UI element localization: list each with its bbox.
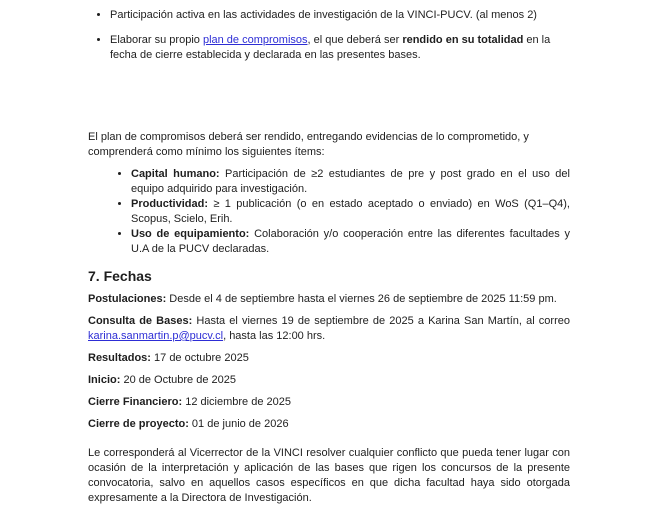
bold-text: Consulta de Bases: [88,315,193,327]
bold-text: Postulaciones: [88,293,167,305]
text-run: ≥ 1 publicación (o en estado aceptado o enviado) en WoS (Q1–Q4), Scopus, Scielo, Erih. [131,198,570,225]
item-bullet [131,227,570,257]
text-run: , el que deberá ser [307,34,403,46]
doc-link[interactable]: plan de compromisos [202,34,308,46]
bold-text: Productividad: [131,198,209,210]
text-run: Desde el 4 de septiembre hasta el viernes 26 de septiembre de 2025 11:59 pm. [166,293,557,305]
text-run: Participación activa en las actividades de investigación de la VINCI-PUCV. (al menos 2) [110,9,537,21]
fecha-entry [88,395,570,410]
bold-text: rendido en su totalidad [402,34,524,46]
items-bullet-list [88,167,570,257]
text-run: El plan de compromisos deberá ser rendido, entregando evidencias de lo comprometido, y comprenderá como mínimo los siguientes ítems: [88,131,529,158]
fecha-entry [88,314,570,344]
bold-text: Inicio: [88,374,121,386]
bold-text: Capital humano: [131,168,220,180]
text-run: Colaboración y/o cooperación entre las diferentes facultades y U.A de la PUCV declaradas. [131,228,570,255]
bold-text: Cierre de proyecto: [88,418,189,430]
text-run: Elaborar su propio [110,34,203,46]
item-bullet [131,167,570,197]
intro-bullet-list [88,8,570,63]
text-run: 01 de junio de 2026 [188,418,289,430]
fechas-heading: 7. Fechas [88,268,152,284]
text-run: 12 diciembre de 2025 [182,396,291,408]
fecha-entry [88,373,570,388]
text-run: Hasta el viernes 19 de septiembre de 2025 a Karina San Martín, al correo [192,315,570,327]
bold-text: Uso de equipamiento: [131,228,250,240]
closing-paragraph [88,446,570,506]
text-run: 20 de Octubre de 2025 [120,374,236,386]
bold-text: Cierre Financiero: [88,396,183,408]
intro-bullet-item [110,8,570,23]
item-bullet [131,197,570,227]
plan-compromisos-paragraph [88,130,570,160]
bold-text: Resultados: [88,352,151,364]
empty-gap [88,63,570,130]
fecha-entry [88,292,570,307]
text-run: Participación de ≥2 estudiantes de pre y post grado en el uso del equipo adquirido para investigación. [131,168,570,195]
text-run: en la fecha de cierre establecida y declarada en las presentes bases. [110,34,551,61]
text-run: , hasta las 12:00 hrs. [223,330,326,342]
text-run: Le corresponderá al Vicerrector de la VINCI resolver cualquier conflicto que pueda tener lugar con ocasión de la interpretación y aplicación de las bases que rigen los concursos de la presente convocatoria, salvo en aquellos casos específicos en que dicha facultad haya sido otorgada expresamente a la Directora de Investigación. [88,447,570,504]
intro-bullet-item [110,33,570,63]
doc-link[interactable]: karina.sanmartin.p@pucv.cl [88,330,224,342]
text-run: 17 de octubre 2025 [150,352,249,364]
fechas-entries [88,292,570,432]
fecha-entry [88,351,570,366]
fecha-entry [88,417,570,432]
